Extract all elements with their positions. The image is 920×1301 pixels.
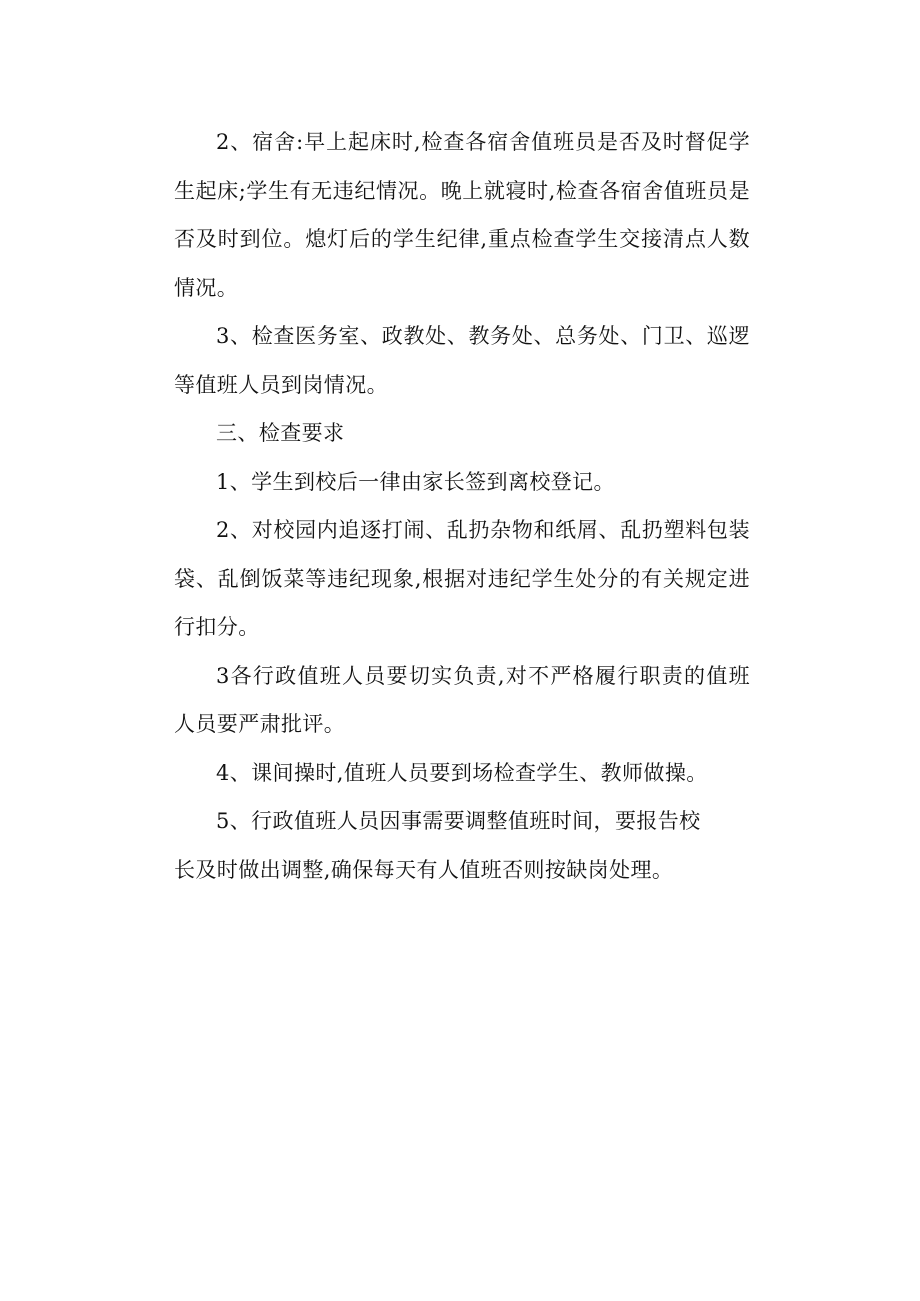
paragraph-requirement-5: 5、行政值班人员因事需要调整值班时间，要报告校 xyxy=(216,809,701,833)
paragraph-requirement-1: 1、学生到校后一律由家长签到离校登记。 xyxy=(216,469,615,494)
paragraph-requirement-5-continued: 长及时做出调整,确保每天有人值班否则按缺岗处理。 xyxy=(174,857,674,882)
paragraph-requirement-3: 3各行政值班人员要切实负责,对不严格履行职责的值班人员要严肃批评。 xyxy=(174,663,750,736)
paragraph-dormitory-check: 2、宿舍:早上起床时,检查各宿舍值班员是否及时督促学生起床;学生有无违纪情况。晚上就寝时,检查各宿舍值班员是否及时到位。熄灯后的学生纪律,重点检查学生交接清点人数情况。 xyxy=(174,130,750,300)
paragraph-requirement-4: 4、课间操时,值班人员要到场检查学生、教师做操。 xyxy=(216,760,708,785)
document-body xyxy=(174,118,750,894)
paragraph-staff-on-duty-check: 3、检查医务室、政教处、教务处、总务处、门卫、巡逻等值班人员到岗情况。 xyxy=(174,324,750,397)
paragraph-requirement-2: 2、对校园内追逐打闹、乱扔杂物和纸屑、乱扔塑料包装袋、乱倒饭菜等违纪现象,根据对违纪学生处分的有关规定进行扣分。 xyxy=(174,518,750,639)
section-heading-inspection-requirements: 三、检查要求 xyxy=(216,421,345,445)
